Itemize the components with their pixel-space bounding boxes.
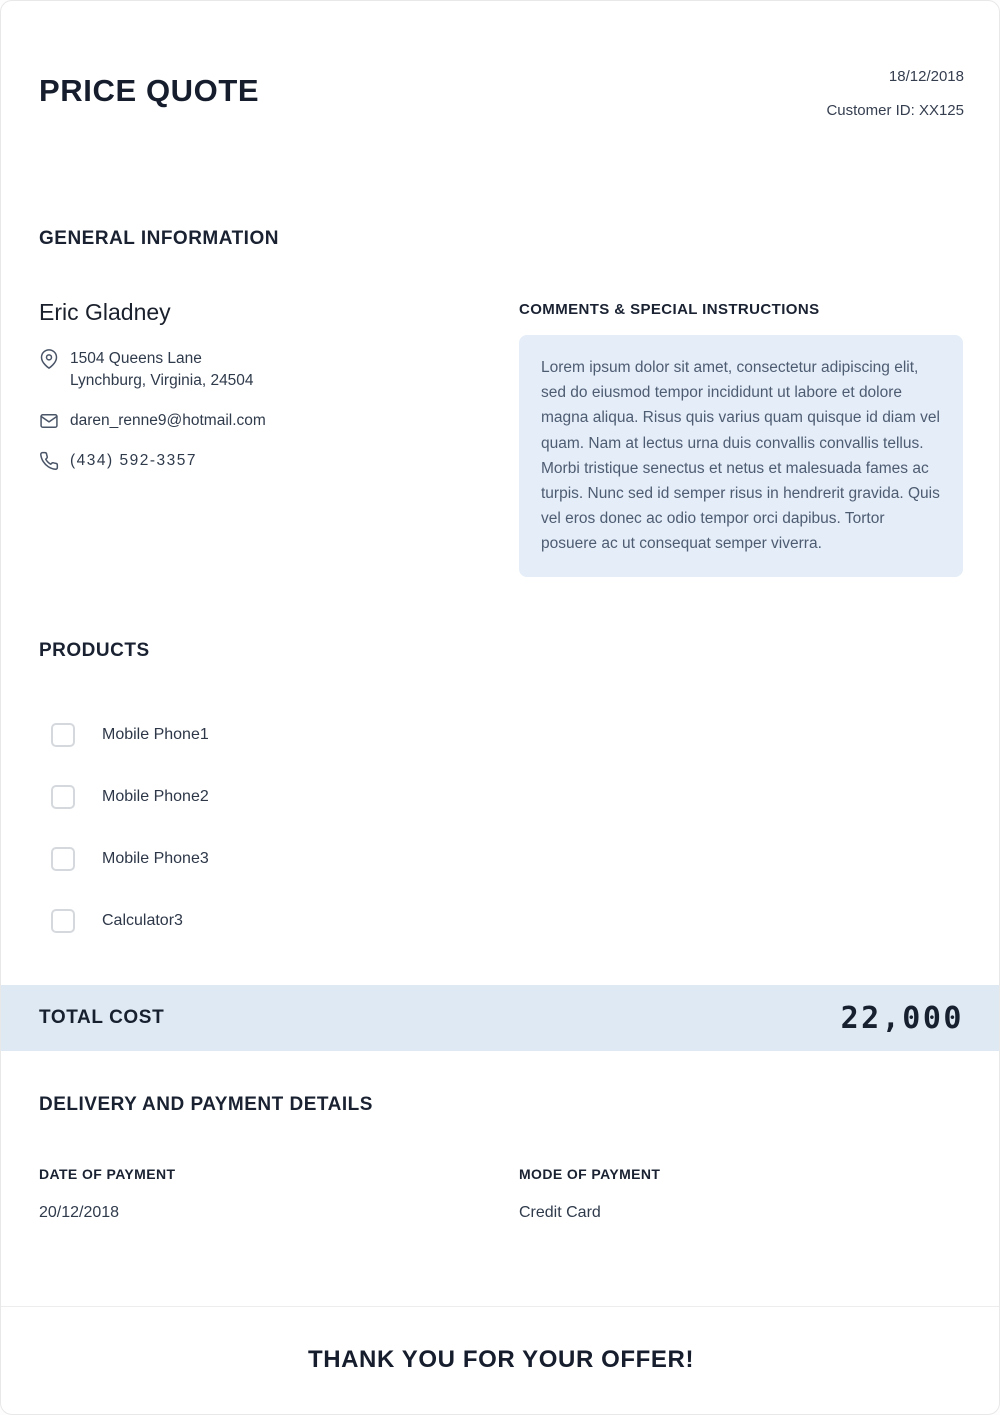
date-of-payment-block [39,1166,439,1222]
footer-divider [1,1306,1000,1307]
mode-of-payment-value: Credit Card [519,1204,601,1221]
product-checkbox[interactable] [51,909,75,933]
quote-date: 18/12/2018 [888,68,964,85]
date-of-payment-label: DATE OF PAYMENT [39,1166,176,1182]
customer-name: Eric Gladney [39,299,171,325]
comments-block [519,301,963,577]
address-text [70,348,254,392]
product-item [51,723,209,747]
comments-heading: COMMENTS & SPECIAL INSTRUCTIONS [519,301,820,318]
total-cost-label: TOTAL COST [39,1007,165,1028]
phone-row [39,450,469,472]
envelope-icon [39,411,59,431]
product-checkbox[interactable] [51,785,75,809]
header-meta [826,68,964,119]
contact-block [39,299,469,490]
product-list [51,723,209,971]
product-item [51,785,209,809]
product-label: Mobile Phone3 [102,850,209,867]
product-label: Calculator3 [102,912,183,929]
general-information-heading: GENERAL INFORMATION [39,228,279,249]
mode-of-payment-label: MODE OF PAYMENT [519,1166,661,1182]
product-item [51,847,209,871]
product-item [51,909,209,933]
map-pin-icon [39,349,59,369]
product-checkbox[interactable] [51,723,75,747]
product-label: Mobile Phone1 [102,726,209,743]
address-line2: Lynchburg, Virginia, 24504 [70,372,254,389]
comments-text-box: Lorem ipsum dolor sit amet, consectetur adipiscing elit, sed do eiusmod tempor incididunt ut labore et dolore magna aliqua. Risus quis varius quam quisque id diam vel quam. Nam at lectus urna duis convallis convallis tellus. Morbi tristique senectus et netus et malesuada fames ac turpis. Nunc sed id semper risus in hendrerit gravida. Quis vel eros donec ac odio tempor orci dapibus. Tortor posuere ac ut consequat semper viverra. [519,335,963,577]
phone-icon [39,451,59,471]
phone-text: (434) 592-3357 [70,452,197,469]
total-cost-value: 22,000 [840,1000,964,1036]
products-heading: PRODUCTS [39,640,150,661]
delivery-payment-heading: DELIVERY AND PAYMENT DETAILS [39,1094,373,1115]
mode-of-payment-block [519,1166,919,1222]
footer-message: THANK YOU FOR YOUR OFFER! [307,1346,695,1373]
email-text: daren_renne9@hotmail.com [70,412,266,429]
page-title: PRICE QUOTE [39,73,260,108]
email-row [39,410,469,432]
address-line1: 1504 Queens Lane [70,350,202,367]
total-cost-bar [1,985,1000,1051]
date-of-payment-value: 20/12/2018 [39,1204,120,1221]
customer-id: Customer ID: XX125 [826,102,964,119]
address-row [39,348,469,392]
product-checkbox[interactable] [51,847,75,871]
product-label: Mobile Phone2 [102,788,209,805]
